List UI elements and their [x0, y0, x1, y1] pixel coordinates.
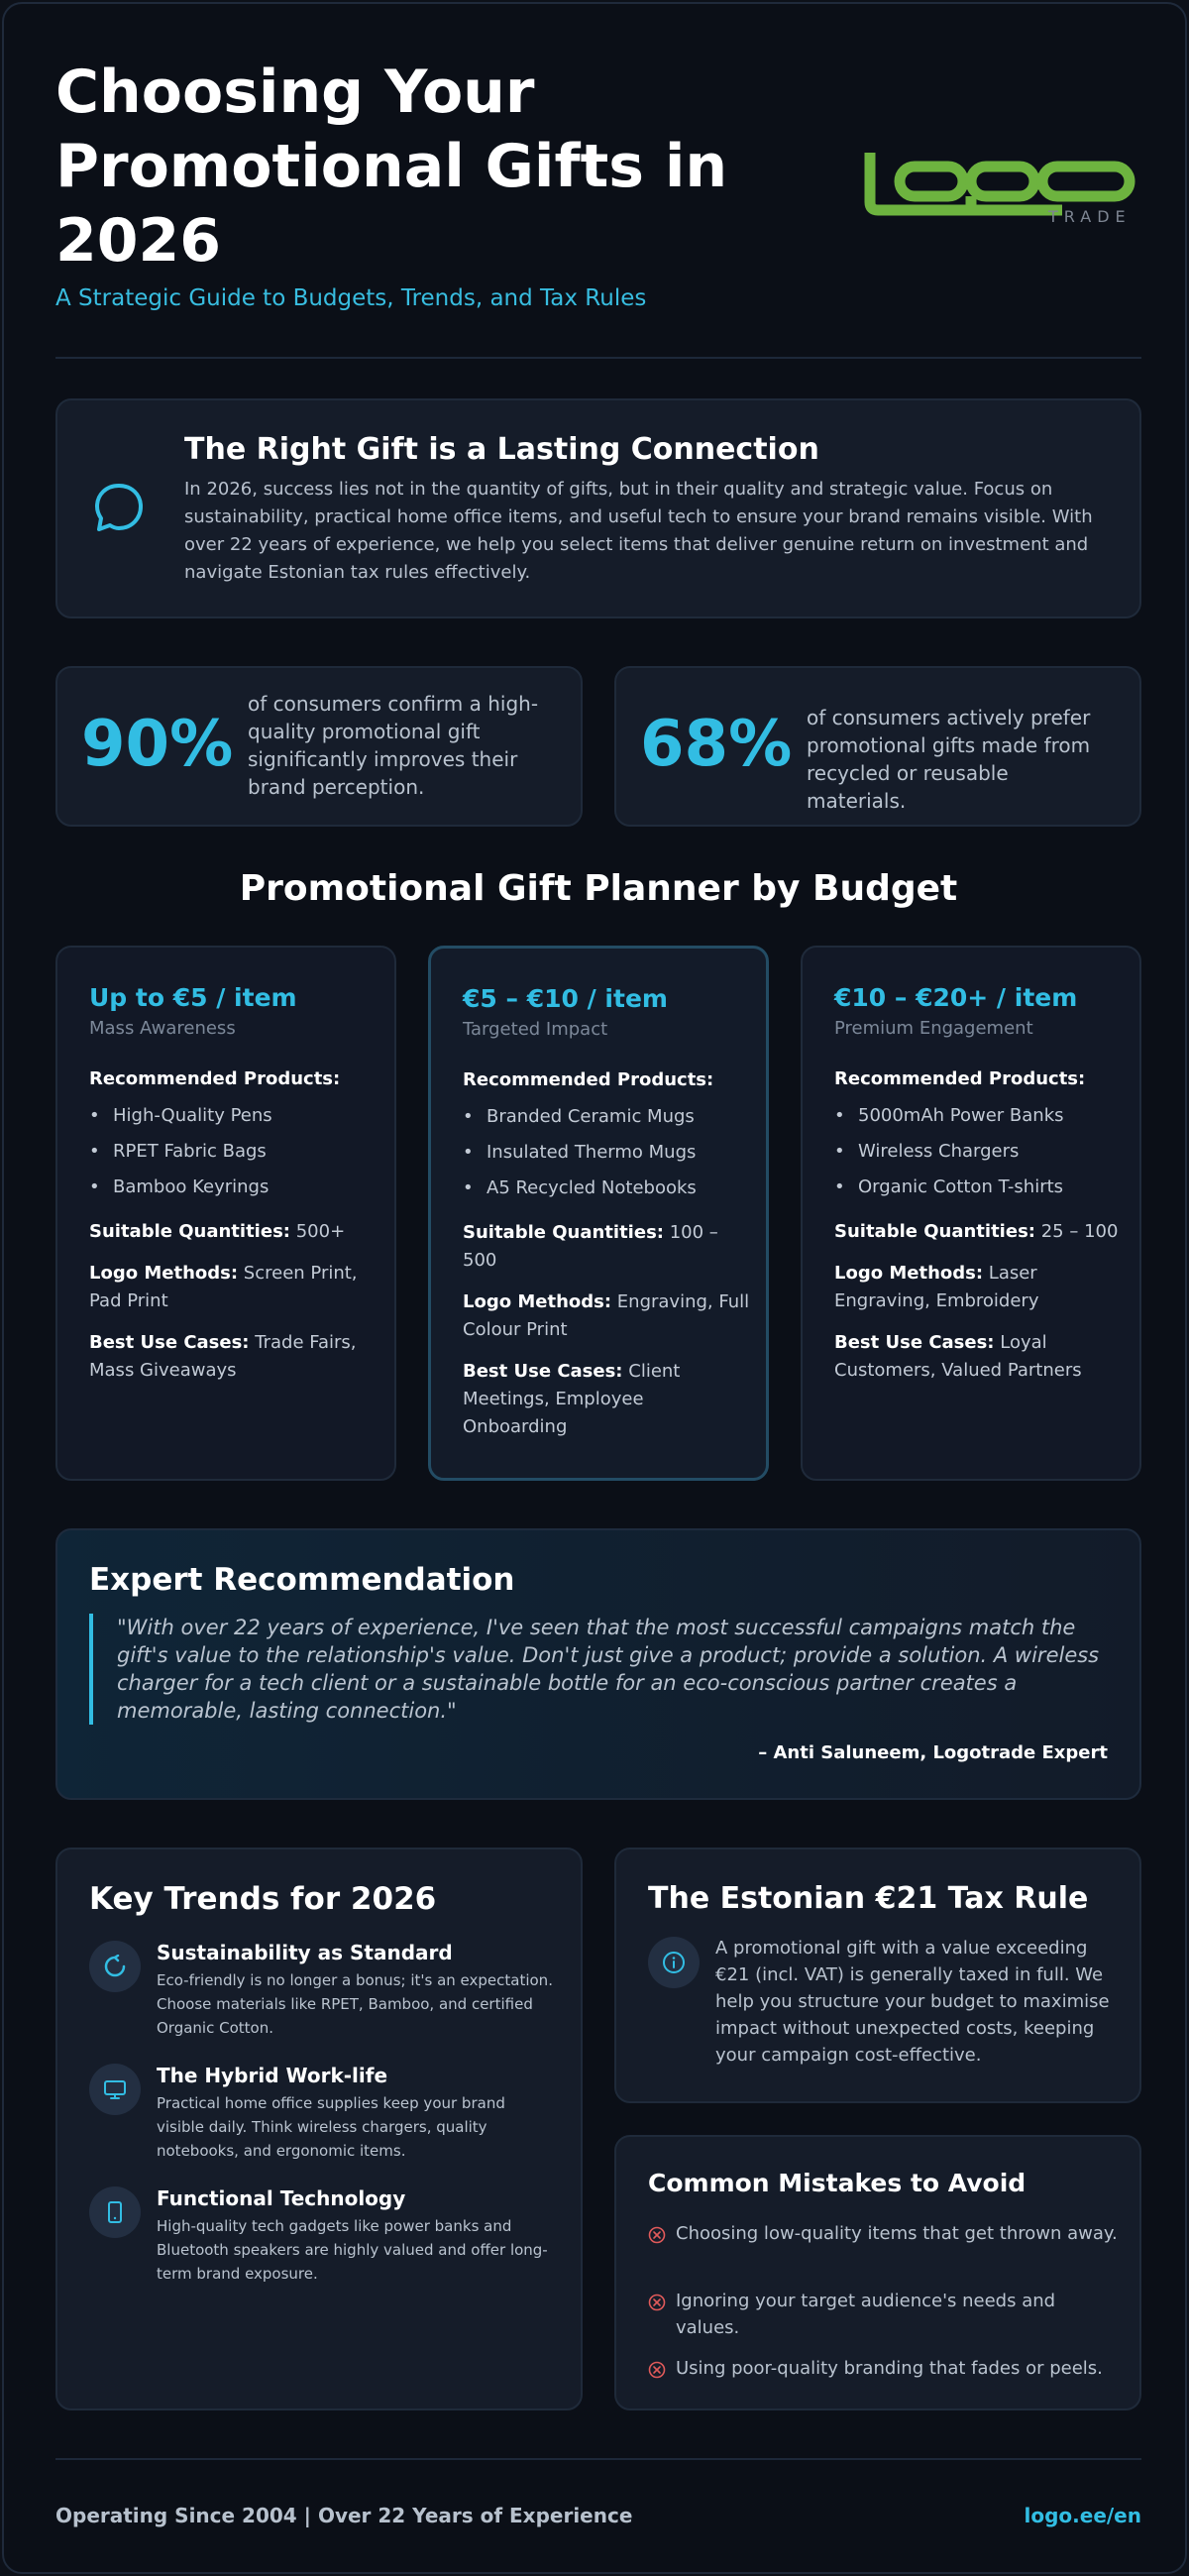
budget-card-low [55, 946, 396, 1481]
trend-text: High-quality tech gadgets like power banks and Bluetooth speakers are highly valued and offer long-term brand exposure. [157, 2217, 548, 2283]
infographic-frame [2, 2, 1187, 2574]
budget-tag: Targeted Impact [463, 1019, 608, 1040]
budget-tag: Premium Engagement [834, 1018, 1033, 1039]
trends-card [55, 1848, 583, 2410]
trend-title: The Hybrid Work-life [157, 2064, 388, 2087]
expert-author: – Anti Saluneem, Logotrade Expert [758, 1742, 1108, 1763]
budget-price: €10 – €20+ / item [834, 983, 1078, 1012]
recommended-label: Recommended Products: [834, 1068, 1086, 1089]
planner-title: Promotional Gift Planner by Budget [239, 868, 958, 909]
footer-tagline: Operating Since 2004 | Over 22 Years of Experience [55, 2504, 633, 2527]
mistake-text: Using poor-quality branding that fades or peels. [676, 2358, 1103, 2379]
quantity-row: Suitable Quantities: 500+ [89, 1221, 346, 1242]
product-item: • RPET Fabric Bags [89, 1141, 377, 1176]
use-case-row: Best Use Cases: Loyal Customers, Valued Partners [834, 1332, 1082, 1381]
product-item: • Bamboo Keyrings [89, 1176, 377, 1212]
page-subtitle: A Strategic Guide to Budgets, Trends, and Tax Rules [55, 285, 647, 311]
info-icon [662, 1951, 686, 1974]
budget-card-high [801, 946, 1141, 1481]
product-item: • Wireless Chargers [834, 1141, 1122, 1176]
logo-method-row: Logo Methods: Laser Engraving, Embroidery [834, 1263, 1039, 1311]
tax-text: A promotional gift with a value exceeding €21 (incl. VAT) is generally taxed in full. We help you structure your budget to maximise impact without unexpected costs, keeping your campaign cost-effective. [715, 1938, 1110, 2066]
mistake-text: Choosing low-quality items that get thrown away. [676, 2223, 1118, 2244]
product-item: • Organic Cotton T-shirts [834, 1176, 1122, 1212]
trends-heading: Key Trends for 2026 [89, 1881, 437, 1917]
page-header [55, 56, 1141, 311]
product-list [463, 1106, 750, 1213]
trend-text: Eco-friendly is no longer a bonus; it's an expectation. Choose materials like RPET, Bamboo, and certified Organic Cotton. [157, 1971, 553, 2037]
x-circle-icon [648, 2361, 666, 2379]
stat-text: of consumers actively prefer promotional gifts made from recycled or reusable materials. [807, 706, 1091, 813]
x-circle-icon [648, 2226, 666, 2244]
phone-icon [103, 2200, 127, 2224]
product-item: • Insulated Thermo Mugs [463, 1142, 750, 1177]
expert-quote: "With over 22 years of experience, I've seen that the most successful campaigns match the gift's value to the relationship's value. Don't just give a product; provide a solution. A wireless charger for a tech client or a sustainable bottle for an eco-conscious partner creates a memorable, lasting connection." [117, 1616, 1100, 1723]
trend-title: Functional Technology [157, 2186, 406, 2210]
header-divider [55, 357, 1141, 359]
trend-text: Practical home office supplies keep your brand visible daily. Think wireless chargers, quality notebooks, and ergonomic items. [157, 2094, 505, 2160]
budget-card-mid [428, 946, 769, 1481]
budget-price: €5 – €10 / item [463, 984, 668, 1013]
page-title: Choosing Your Promotional Gifts in 2026 [55, 57, 728, 276]
stat-text: of consumers confirm a high-quality promotional gift significantly improves their brand perception. [248, 692, 539, 799]
expert-card [55, 1528, 1141, 1800]
stat-value: 68% [640, 708, 793, 781]
budget-tag: Mass Awareness [89, 1018, 236, 1039]
stat-card [55, 666, 583, 827]
logo-sub-text: TRADE [1048, 207, 1132, 226]
quantity-row: Suitable Quantities: 25 – 100 [834, 1221, 1119, 1242]
stat-card [614, 666, 1141, 827]
product-list [834, 1105, 1122, 1212]
mistakes-heading: Common Mistakes to Avoid [648, 2169, 1027, 2197]
tax-heading: The Estonian €21 Tax Rule [648, 1881, 1089, 1916]
footer-divider [55, 2458, 1141, 2460]
mistakes-card [614, 2135, 1141, 2410]
product-item: • Branded Ceramic Mugs [463, 1106, 750, 1142]
use-case-row: Best Use Cases: Trade Fairs, Mass Giveaways [89, 1332, 357, 1381]
recycle-icon [103, 1955, 127, 1978]
trend-title: Sustainability as Standard [157, 1941, 453, 1964]
intro-body: In 2026, success lies not in the quantity of gifts, but in their quality and strategic value. Focus on sustainability, practical home office items, and useful tech to ensure your brand remains visible. With over 22 years of experience, we help you select items that deliver genuine return on investment and navigate Estonian tax rules effectively. [184, 479, 1093, 583]
monitor-icon [103, 2077, 127, 2101]
logo-method-row: Logo Methods: Screen Print, Pad Print [89, 1263, 358, 1311]
product-item: • A5 Recycled Notebooks [463, 1177, 750, 1213]
mistake-text: Ignoring your target audience's needs and values. [676, 2291, 1056, 2338]
stat-value: 90% [81, 708, 234, 781]
intro-heading: The Right Gift is a Lasting Connection [184, 432, 819, 467]
logotrade-logo [864, 147, 1141, 226]
footer-link[interactable]: logo.ee/en [1024, 2504, 1141, 2527]
budget-price: Up to €5 / item [89, 983, 297, 1012]
recommended-label: Recommended Products: [89, 1068, 341, 1089]
use-case-row: Best Use Cases: Client Meetings, Employee Onboarding [463, 1361, 681, 1437]
expert-heading: Expert Recommendation [89, 1562, 515, 1598]
tax-card [614, 1848, 1141, 2103]
chat-bubble-icon [91, 480, 147, 535]
quantity-row: Suitable Quantities: 100 – 500 [463, 1222, 718, 1271]
product-item: • 5000mAh Power Banks [834, 1105, 1122, 1141]
quote-bar [89, 1614, 93, 1725]
product-list [89, 1105, 377, 1212]
product-item: • High-Quality Pens [89, 1105, 377, 1141]
logo-method-row: Logo Methods: Engraving, Full Colour Print [463, 1291, 750, 1340]
x-circle-icon [648, 2294, 666, 2311]
recommended-label: Recommended Products: [463, 1069, 714, 1090]
intro-card [55, 398, 1141, 618]
